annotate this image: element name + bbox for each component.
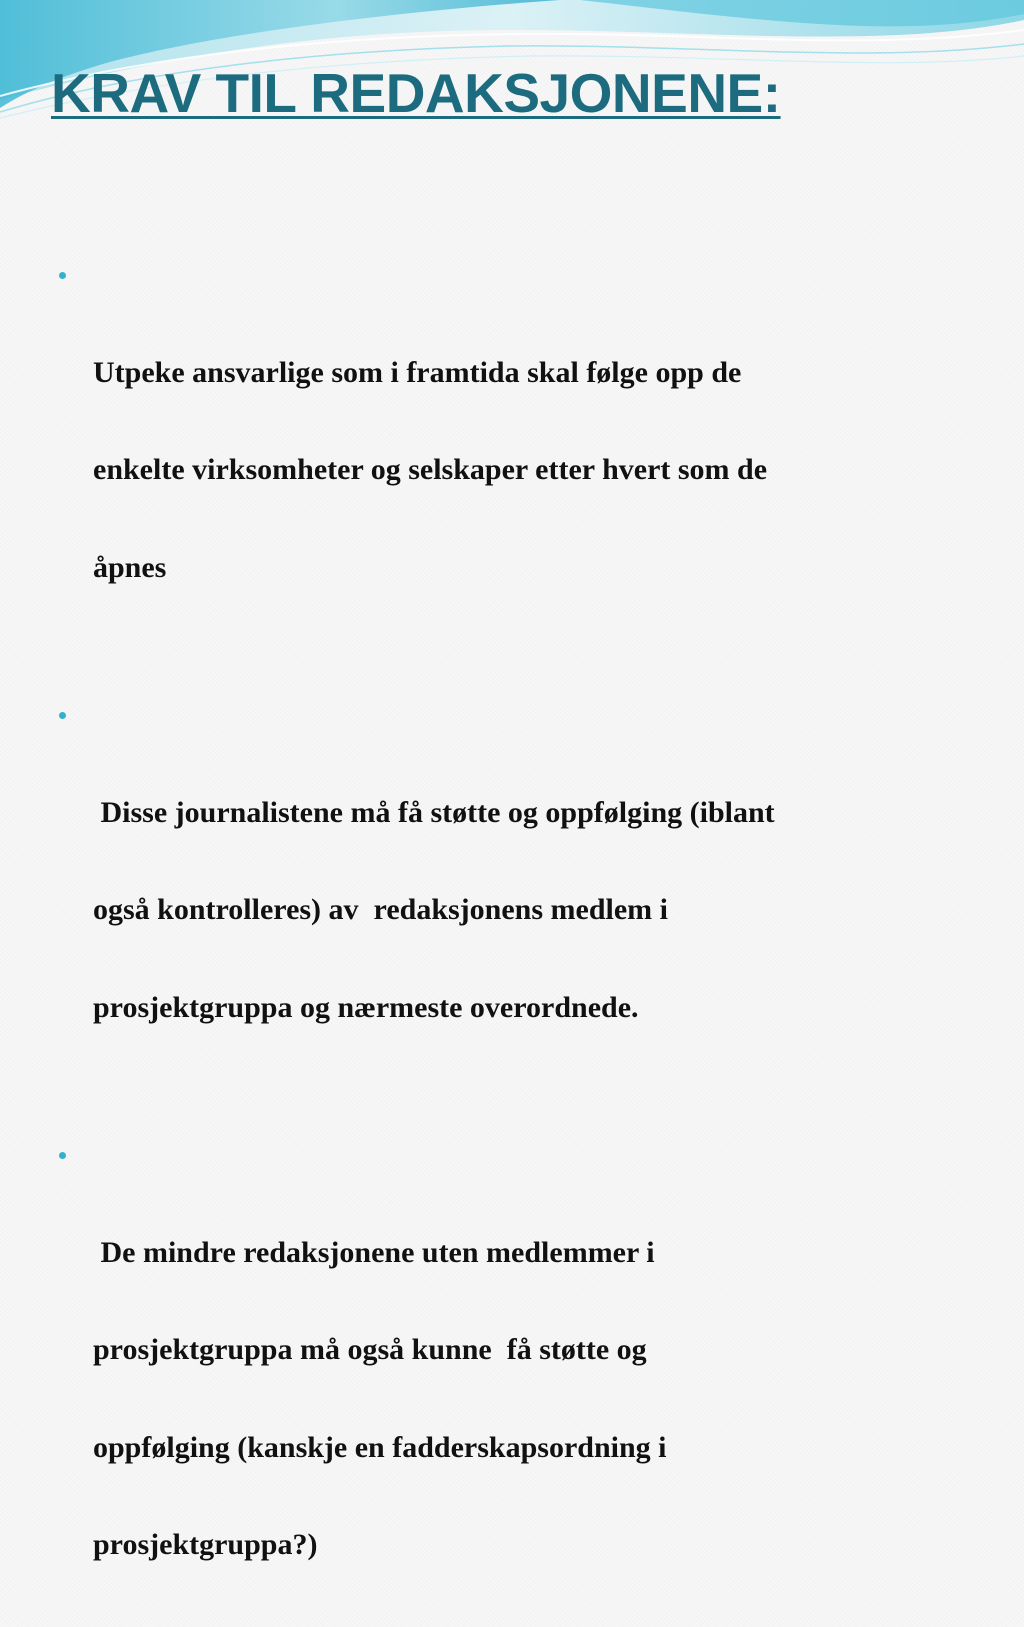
slide-title: KRAV TIL REDAKSJONENE:	[51, 62, 781, 124]
bullet-1-line-2: enkelte virksomheter og selskaper etter hvert som de	[93, 453, 768, 486]
bullet-3-line-4: prosjektgruppa?)	[93, 1528, 318, 1561]
bullet-2-line-2: også kontrolleres) av redaksjonens medlem i	[93, 893, 668, 926]
bullet-2-line-3: prosjektgruppa og nærmeste overordnede.	[93, 990, 639, 1024]
bullet-item-2	[56, 699, 976, 1089]
bullet-item-3	[56, 1139, 976, 1627]
bullet-marker-icon	[59, 1152, 66, 1159]
bullet-marker-icon	[59, 712, 66, 719]
bullet-1-line-1: Utpeke ansvarlige som i framtida skal følge opp de	[93, 355, 742, 389]
bullet-marker-icon	[59, 272, 66, 279]
bullet-3-line-1: De mindre redaksjonene uten medlemmer i	[93, 1235, 655, 1269]
bullet-3-line-2: prosjektgruppa må også kunne få støtte og	[93, 1333, 647, 1366]
bullet-item-1	[56, 259, 976, 649]
bullet-3-line-3: oppfølging (kanskje en fadderskapsordning i	[93, 1430, 667, 1464]
bullet-1-line-3: åpnes	[93, 550, 167, 584]
bullet-list	[56, 259, 976, 1627]
bullet-2-line-1: Disse journalistene må få støtte og oppfølging (iblant	[93, 795, 775, 829]
